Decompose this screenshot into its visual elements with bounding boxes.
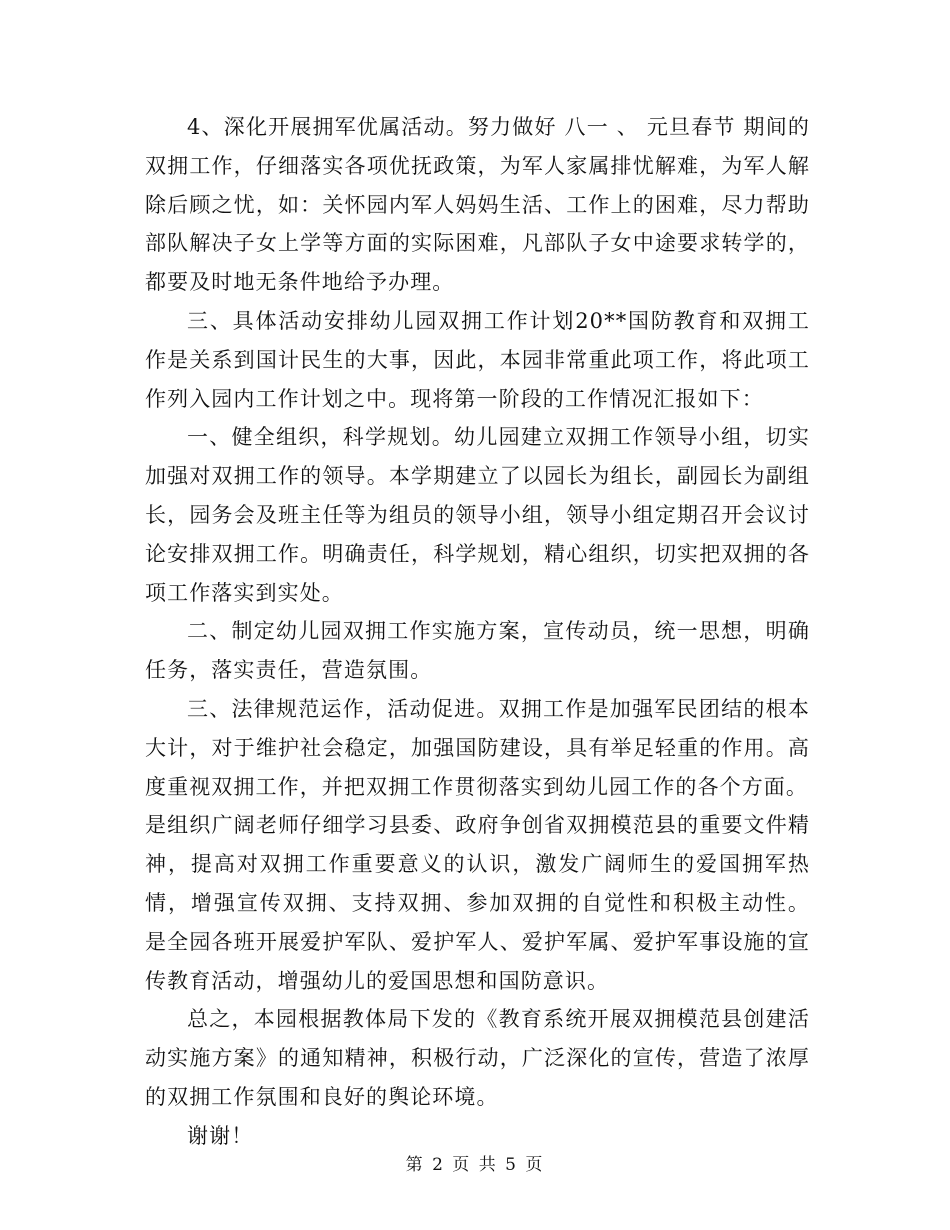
page-number-footer: 第 2 页 共 5 页 (405, 1155, 545, 1175)
paragraph-study-activities: 是组织广阔老师仔细学习县委、政府争创省双拥模范县的重要文件精神，提高对双拥工作重要意义的认识，激发广阔师生的爱国拥军热情，增强宣传双拥、支持双拥、参加双拥的自觉性和积极主动性。 是全园各班开展爱护军队、爱护军人、爱护军属、爱护军事设施的宣传教育活动，增强幼儿的爱国思想和国防意识。 (145, 813, 810, 993)
paragraph-legal-operation: 三、法律规范运作，活动促进。双拥工作是加强军民团结的根本大计，对于维护社会稳定，加强国防建设，具有举足轻重的作用。高度重视双拥工作，并把双拥工作贯彻落实到幼儿园工作的各个方面。 (145, 696, 810, 799)
paragraph-implementation-plan: 二、制定幼儿园双拥工作实施方案，宣传动员，统一思想，明确任务，落实责任，营造氛围。 (145, 619, 810, 683)
paragraph-summary: 总之，本园根据教体局下发的《教育系统开展双拥模范县创建活动实施方案》的通知精神，积极行动，广泛深化的宣传，营造了浓厚的双拥工作氛围和良好的舆论环境。 (145, 1007, 810, 1109)
paragraph-thanks: 谢谢！ (187, 1123, 254, 1148)
paragraph-item-4: 4、深化开展拥军优属活动。努力做好 八一 、 元旦春节 期间的双拥工作，仔细落实各项优抚政策，为军人家属排忧解难，为军人解除后顾之忧，如：关怀园内军人妈妈生活、工作上的困难，尽力帮助部队解决子女上学等方面的实际困难，凡部队子女中途要求转学的，都要及时地无条件地给予办理。 (145, 115, 810, 295)
paragraph-organization: 一、健全组织，科学规划。幼儿园建立双拥工作领导小组，切实加强对双拥工作的领导。本学期建立了以园长为组长，副园长为副组长，园务会及班主任等为组员的领导小组，领导小组定期召开会议讨论安排双拥工作。明确责任，科学规划，精心组织，切实把双拥的各项工作落实到实处。 (145, 425, 810, 605)
paragraph-section-three-plan: 三、具体活动安排幼儿园双拥工作计划20**国防教育和双拥工作是关系到国计民生的大事，因此，本园非常重此项工作，将此项工作列入园内工作计划之中。现将第一阶段的工作情况汇报如下： (145, 308, 810, 411)
document-body (145, 108, 810, 1156)
